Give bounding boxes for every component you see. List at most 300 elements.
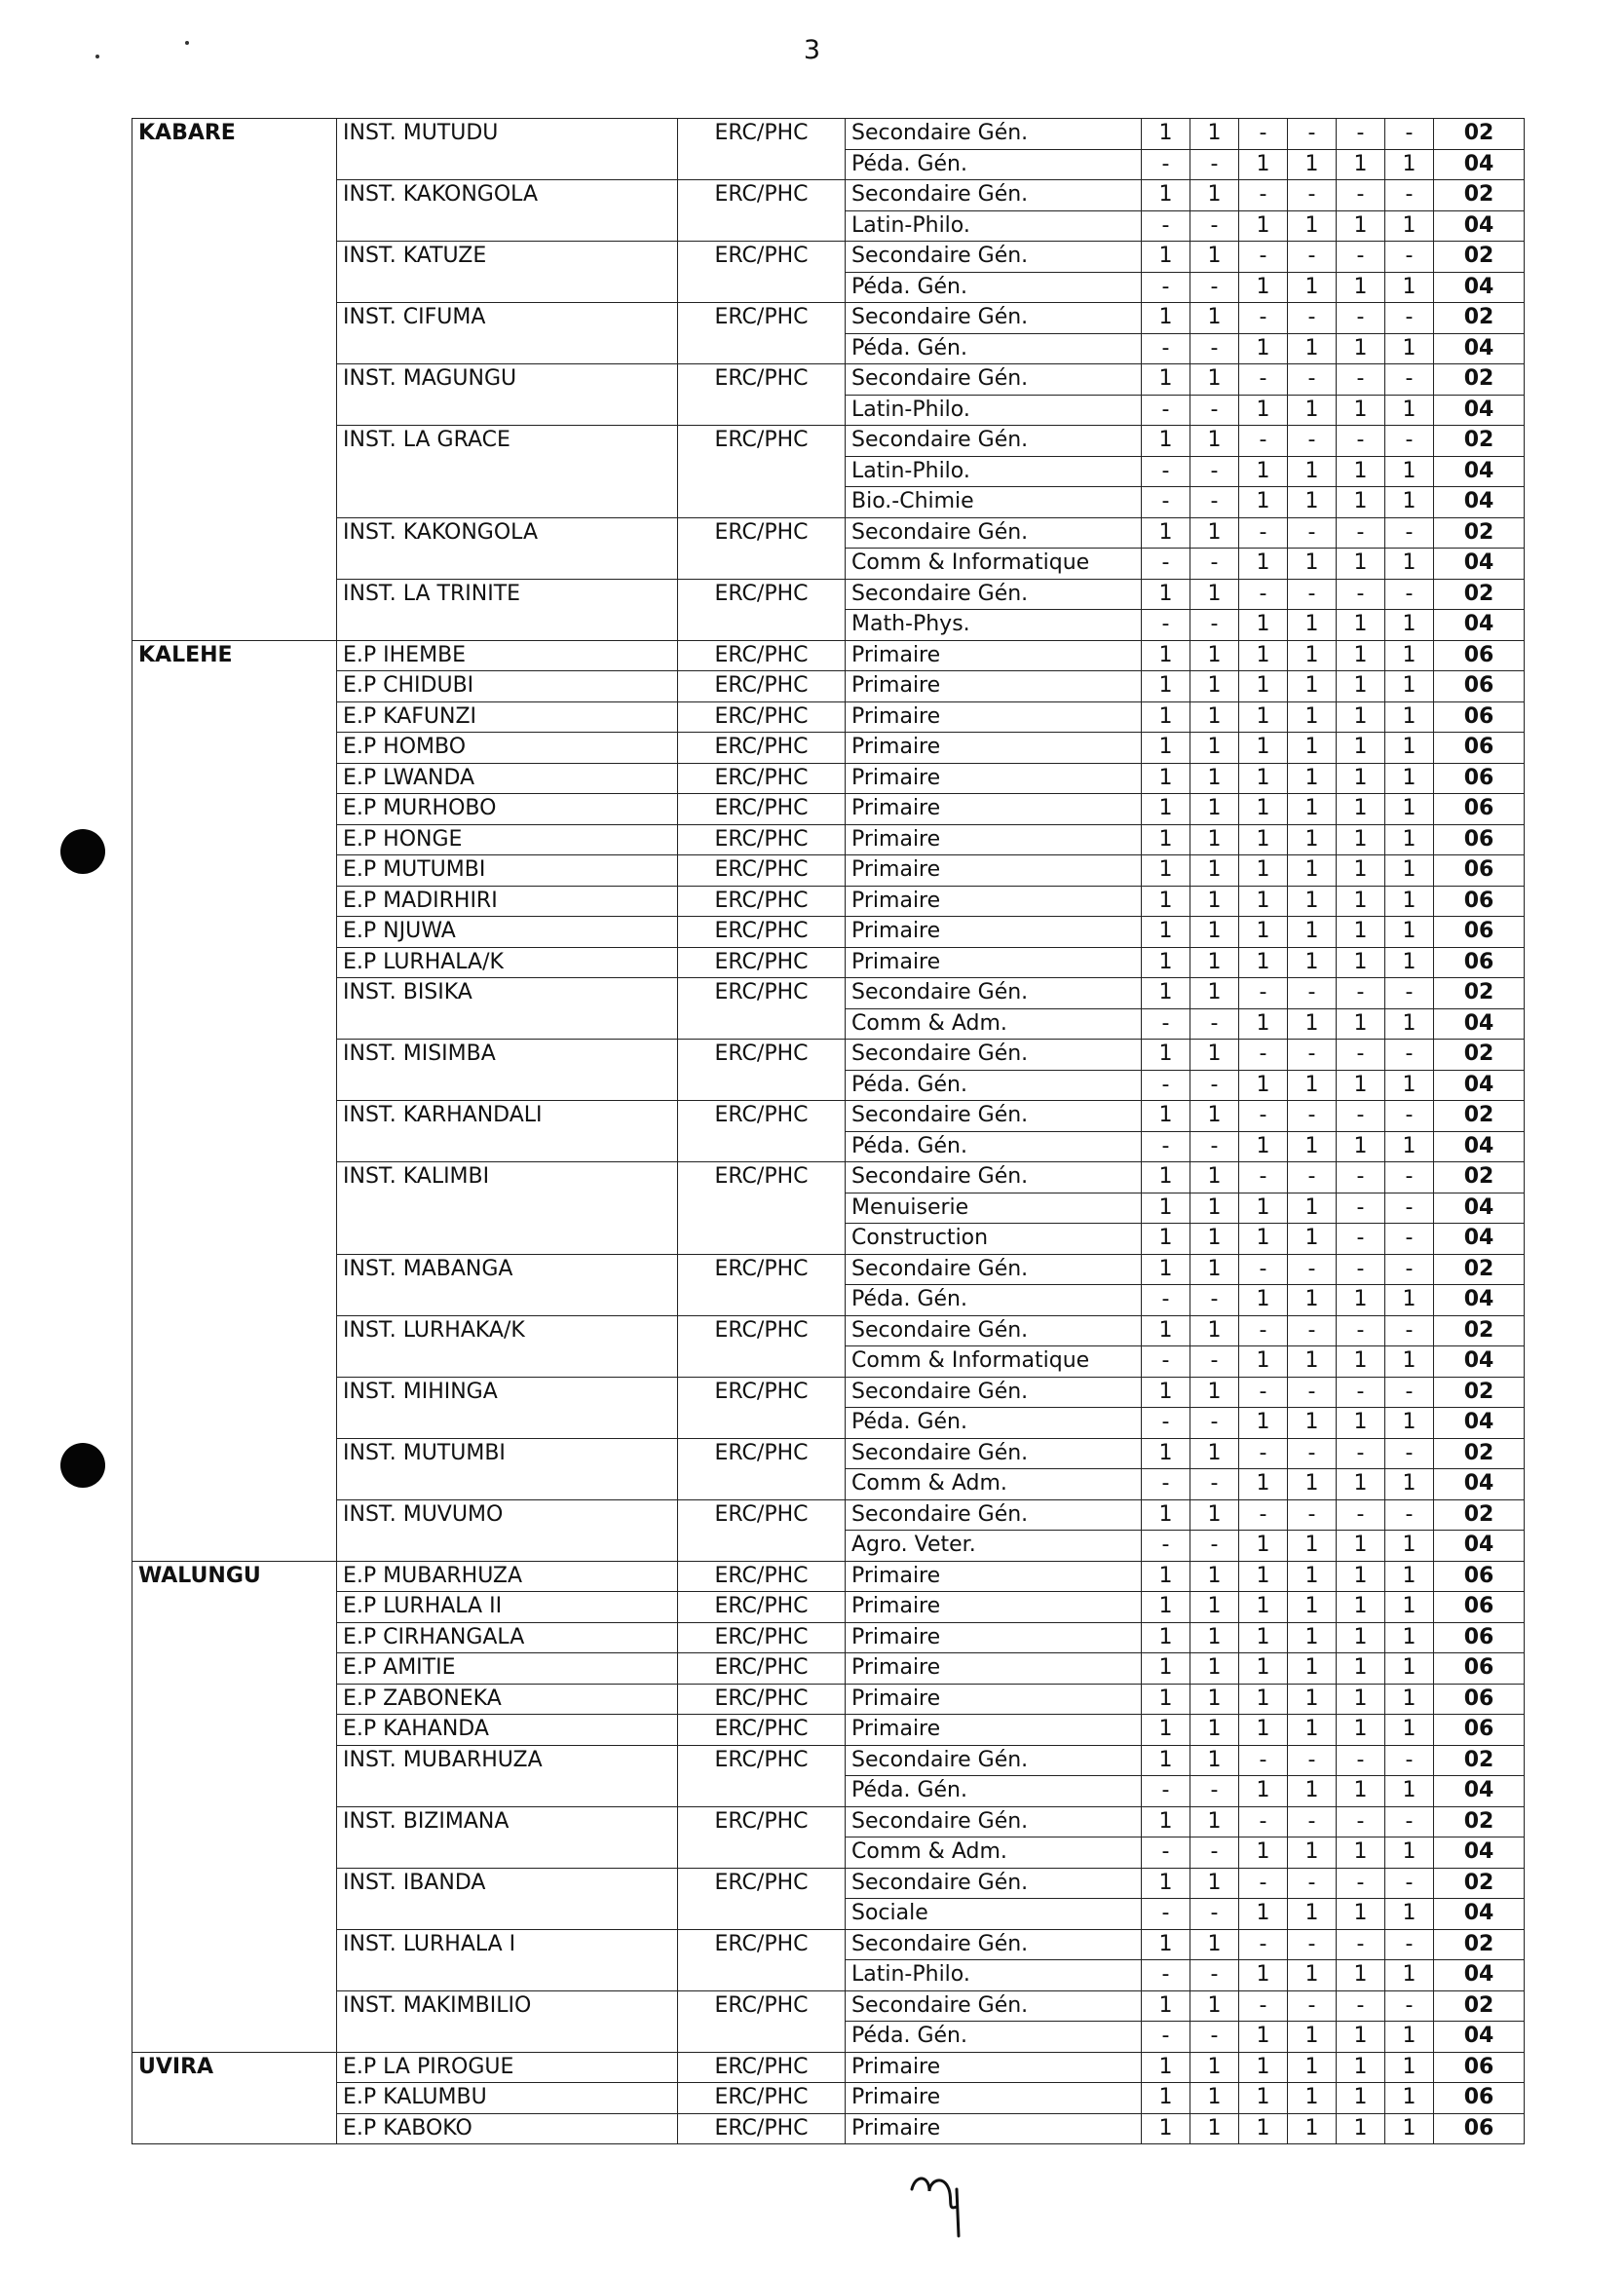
class-4-count: - bbox=[1288, 1040, 1337, 1071]
section-name: Primaire bbox=[846, 1592, 1142, 1623]
class-2-count: 1 bbox=[1190, 517, 1239, 549]
class-6-count: 1 bbox=[1385, 1622, 1434, 1653]
class-3-count: - bbox=[1239, 242, 1288, 273]
school-name: E.P MUTUMBI bbox=[337, 855, 678, 887]
class-4-count: 1 bbox=[1288, 855, 1337, 887]
section-total: 02 bbox=[1434, 1990, 1525, 2022]
class-2-count: 1 bbox=[1190, 733, 1239, 764]
class-1-count: 1 bbox=[1142, 1499, 1190, 1531]
school-name: E.P MUBARHUZA bbox=[337, 1561, 678, 1592]
class-6-count: 1 bbox=[1385, 210, 1434, 242]
class-5-count: - bbox=[1337, 1315, 1385, 1346]
class-5-count: - bbox=[1337, 1745, 1385, 1776]
table-row bbox=[132, 1806, 1525, 1837]
class-6-count: 1 bbox=[1385, 917, 1434, 948]
class-4-count: - bbox=[1288, 426, 1337, 457]
school-name: E.P IHEMBE bbox=[337, 640, 678, 671]
class-4-count: - bbox=[1288, 1929, 1337, 1960]
class-1-count: 1 bbox=[1142, 1193, 1190, 1224]
section-total: 06 bbox=[1434, 794, 1525, 825]
class-3-count: 1 bbox=[1239, 1469, 1288, 1500]
school-regime: ERC/PHC bbox=[678, 1315, 846, 1377]
section-total: 04 bbox=[1434, 1346, 1525, 1378]
school-regime: ERC/PHC bbox=[678, 426, 846, 518]
table-row bbox=[132, 1101, 1525, 1132]
school-regime: ERC/PHC bbox=[678, 886, 846, 917]
class-3-count: 1 bbox=[1239, 794, 1288, 825]
school-name: INST. BISIKA bbox=[337, 978, 678, 1040]
class-5-count: 1 bbox=[1337, 333, 1385, 364]
class-2-count: 1 bbox=[1190, 1592, 1239, 1623]
section-total: 02 bbox=[1434, 119, 1525, 150]
class-5-count: 1 bbox=[1337, 1131, 1385, 1162]
class-2-count: 1 bbox=[1190, 1929, 1239, 1960]
school-name: INST. MAGUNGU bbox=[337, 364, 678, 426]
class-3-count: - bbox=[1239, 426, 1288, 457]
class-2-count: - bbox=[1190, 1285, 1239, 1316]
section-total: 06 bbox=[1434, 1684, 1525, 1715]
class-4-count: 1 bbox=[1288, 456, 1337, 487]
section-name: Construction bbox=[846, 1224, 1142, 1255]
scan-speck bbox=[185, 41, 189, 45]
class-4-count: 1 bbox=[1288, 1224, 1337, 1255]
class-1-count: 1 bbox=[1142, 1715, 1190, 1746]
section-name: Primaire bbox=[846, 671, 1142, 702]
school-name: INST. KAKONGOLA bbox=[337, 180, 678, 242]
class-6-count: 1 bbox=[1385, 549, 1434, 580]
class-4-count: 1 bbox=[1288, 1837, 1337, 1869]
class-5-count: - bbox=[1337, 1990, 1385, 2022]
class-1-count: 1 bbox=[1142, 303, 1190, 334]
class-2-count: 1 bbox=[1190, 1622, 1239, 1653]
class-5-count: - bbox=[1337, 1224, 1385, 1255]
class-2-count: - bbox=[1190, 333, 1239, 364]
class-5-count: 1 bbox=[1337, 1070, 1385, 1101]
table-row bbox=[132, 1438, 1525, 1469]
table-row bbox=[132, 1745, 1525, 1776]
territory-name: KALEHE bbox=[132, 640, 337, 1561]
class-6-count: - bbox=[1385, 978, 1434, 1009]
class-5-count: 1 bbox=[1337, 671, 1385, 702]
class-5-count: 1 bbox=[1337, 947, 1385, 978]
section-name: Primaire bbox=[846, 855, 1142, 887]
class-1-count: 1 bbox=[1142, 119, 1190, 150]
class-2-count: - bbox=[1190, 487, 1239, 518]
class-5-count: 1 bbox=[1337, 395, 1385, 426]
class-5-count: 1 bbox=[1337, 886, 1385, 917]
school-name: INST. MUVUMO bbox=[337, 1499, 678, 1561]
class-1-count: 1 bbox=[1142, 1561, 1190, 1592]
class-1-count: - bbox=[1142, 1531, 1190, 1562]
section-name: Secondaire Gén. bbox=[846, 1868, 1142, 1899]
class-3-count: - bbox=[1239, 1377, 1288, 1408]
class-6-count: 1 bbox=[1385, 610, 1434, 641]
section-name: Péda. Gén. bbox=[846, 1131, 1142, 1162]
school-regime: ERC/PHC bbox=[678, 303, 846, 364]
section-total: 04 bbox=[1434, 210, 1525, 242]
section-total: 02 bbox=[1434, 1254, 1525, 1285]
class-5-count: - bbox=[1337, 517, 1385, 549]
class-5-count: 1 bbox=[1337, 2022, 1385, 2053]
class-2-count: - bbox=[1190, 149, 1239, 180]
school-name: E.P KAFUNZI bbox=[337, 701, 678, 733]
class-3-count: 1 bbox=[1239, 2083, 1288, 2114]
section-total: 02 bbox=[1434, 1377, 1525, 1408]
school-regime: ERC/PHC bbox=[678, 794, 846, 825]
school-name: INST. LA TRINITE bbox=[337, 579, 678, 640]
class-3-count: 1 bbox=[1239, 610, 1288, 641]
table-body bbox=[132, 119, 1525, 2144]
class-6-count: - bbox=[1385, 1224, 1434, 1255]
section-name: Primaire bbox=[846, 1653, 1142, 1685]
class-4-count: 1 bbox=[1288, 886, 1337, 917]
school-regime: ERC/PHC bbox=[678, 1040, 846, 1101]
section-name: Comm & Adm. bbox=[846, 1008, 1142, 1040]
table-row bbox=[132, 763, 1525, 794]
section-total: 06 bbox=[1434, 733, 1525, 764]
table-row bbox=[132, 886, 1525, 917]
school-name: E.P KAHANDA bbox=[337, 1715, 678, 1746]
class-3-count: - bbox=[1239, 180, 1288, 211]
section-name: Secondaire Gén. bbox=[846, 1101, 1142, 1132]
class-2-count: - bbox=[1190, 1131, 1239, 1162]
section-name: Math-Phys. bbox=[846, 610, 1142, 641]
school-name: E.P KALUMBU bbox=[337, 2083, 678, 2114]
school-name: E.P LWANDA bbox=[337, 763, 678, 794]
class-6-count: 1 bbox=[1385, 701, 1434, 733]
class-2-count: - bbox=[1190, 2022, 1239, 2053]
class-6-count: - bbox=[1385, 579, 1434, 610]
class-2-count: - bbox=[1190, 549, 1239, 580]
section-total: 02 bbox=[1434, 364, 1525, 396]
class-4-count: 1 bbox=[1288, 733, 1337, 764]
class-6-count: 1 bbox=[1385, 2083, 1434, 2114]
class-4-count: - bbox=[1288, 119, 1337, 150]
section-total: 02 bbox=[1434, 1101, 1525, 1132]
class-1-count: 1 bbox=[1142, 2052, 1190, 2083]
class-5-count: - bbox=[1337, 1193, 1385, 1224]
school-regime: ERC/PHC bbox=[678, 2052, 846, 2083]
class-5-count: 1 bbox=[1337, 855, 1385, 887]
class-5-count: - bbox=[1337, 1162, 1385, 1193]
class-5-count: 1 bbox=[1337, 487, 1385, 518]
section-total: 04 bbox=[1434, 1899, 1525, 1930]
section-total: 04 bbox=[1434, 1224, 1525, 1255]
class-1-count: - bbox=[1142, 333, 1190, 364]
section-name: Secondaire Gén. bbox=[846, 1745, 1142, 1776]
class-6-count: 1 bbox=[1385, 886, 1434, 917]
class-1-count: - bbox=[1142, 1899, 1190, 1930]
class-1-count: 1 bbox=[1142, 1622, 1190, 1653]
territory-name: UVIRA bbox=[132, 2052, 337, 2144]
table-row bbox=[132, 1315, 1525, 1346]
class-5-count: 1 bbox=[1337, 1008, 1385, 1040]
class-3-count: 1 bbox=[1239, 333, 1288, 364]
class-1-count: - bbox=[1142, 1285, 1190, 1316]
class-1-count: 1 bbox=[1142, 1929, 1190, 1960]
class-4-count: 1 bbox=[1288, 549, 1337, 580]
class-3-count: 1 bbox=[1239, 1285, 1288, 1316]
class-2-count: 1 bbox=[1190, 671, 1239, 702]
class-3-count: 1 bbox=[1239, 1653, 1288, 1685]
section-name: Primaire bbox=[846, 2083, 1142, 2114]
school-regime: ERC/PHC bbox=[678, 978, 846, 1040]
class-2-count: 1 bbox=[1190, 2113, 1239, 2144]
class-3-count: 1 bbox=[1239, 671, 1288, 702]
section-total: 06 bbox=[1434, 947, 1525, 978]
class-2-count: - bbox=[1190, 1899, 1239, 1930]
class-2-count: - bbox=[1190, 1346, 1239, 1378]
section-total: 06 bbox=[1434, 2052, 1525, 2083]
territory-name: WALUNGU bbox=[132, 1561, 337, 2052]
class-5-count: - bbox=[1337, 1806, 1385, 1837]
class-4-count: 1 bbox=[1288, 1008, 1337, 1040]
school-regime: ERC/PHC bbox=[678, 579, 846, 640]
class-6-count: - bbox=[1385, 119, 1434, 150]
class-6-count: 1 bbox=[1385, 2052, 1434, 2083]
class-4-count: - bbox=[1288, 1377, 1337, 1408]
handwritten-initial bbox=[904, 2168, 972, 2246]
class-4-count: - bbox=[1288, 1254, 1337, 1285]
class-1-count: 1 bbox=[1142, 1990, 1190, 2022]
class-3-count: - bbox=[1239, 1929, 1288, 1960]
class-5-count: - bbox=[1337, 426, 1385, 457]
class-6-count: 1 bbox=[1385, 1776, 1434, 1807]
table-row bbox=[132, 1622, 1525, 1653]
class-2-count: 1 bbox=[1190, 763, 1239, 794]
class-2-count: 1 bbox=[1190, 640, 1239, 671]
school-regime: ERC/PHC bbox=[678, 917, 846, 948]
school-name: INST. KALIMBI bbox=[337, 1162, 678, 1255]
class-3-count: 1 bbox=[1239, 2113, 1288, 2144]
section-name: Secondaire Gén. bbox=[846, 303, 1142, 334]
section-name: Latin-Philo. bbox=[846, 210, 1142, 242]
class-1-count: 1 bbox=[1142, 1315, 1190, 1346]
section-name: Comm & Adm. bbox=[846, 1837, 1142, 1869]
school-regime: ERC/PHC bbox=[678, 947, 846, 978]
class-6-count: - bbox=[1385, 1101, 1434, 1132]
class-3-count: 1 bbox=[1239, 917, 1288, 948]
class-1-count: - bbox=[1142, 1960, 1190, 1991]
section-total: 04 bbox=[1434, 456, 1525, 487]
class-5-count: - bbox=[1337, 1040, 1385, 1071]
class-4-count: 1 bbox=[1288, 1531, 1337, 1562]
class-2-count: 1 bbox=[1190, 303, 1239, 334]
class-4-count: 1 bbox=[1288, 149, 1337, 180]
class-1-count: 1 bbox=[1142, 1684, 1190, 1715]
class-1-count: - bbox=[1142, 149, 1190, 180]
scan-speck bbox=[95, 55, 99, 58]
class-2-count: - bbox=[1190, 1469, 1239, 1500]
class-3-count: 1 bbox=[1239, 763, 1288, 794]
school-regime: ERC/PHC bbox=[678, 640, 846, 671]
section-name: Secondaire Gén. bbox=[846, 1040, 1142, 1071]
school-name: E.P KABOKO bbox=[337, 2113, 678, 2144]
class-6-count: 1 bbox=[1385, 671, 1434, 702]
class-2-count: - bbox=[1190, 1070, 1239, 1101]
class-6-count: - bbox=[1385, 517, 1434, 549]
class-3-count: - bbox=[1239, 517, 1288, 549]
class-4-count: 1 bbox=[1288, 1193, 1337, 1224]
table-row bbox=[132, 1561, 1525, 1592]
section-name: Comm & Informatique bbox=[846, 1346, 1142, 1378]
section-total: 06 bbox=[1434, 2113, 1525, 2144]
section-name: Péda. Gén. bbox=[846, 149, 1142, 180]
class-1-count: 1 bbox=[1142, 579, 1190, 610]
class-2-count: 1 bbox=[1190, 1101, 1239, 1132]
class-4-count: 1 bbox=[1288, 1899, 1337, 1930]
class-3-count: 1 bbox=[1239, 549, 1288, 580]
class-3-count: - bbox=[1239, 303, 1288, 334]
school-name: E.P AMITIE bbox=[337, 1653, 678, 1685]
class-6-count: - bbox=[1385, 1377, 1434, 1408]
school-regime: ERC/PHC bbox=[678, 1990, 846, 2052]
class-6-count: 1 bbox=[1385, 1960, 1434, 1991]
class-6-count: 1 bbox=[1385, 395, 1434, 426]
class-2-count: 1 bbox=[1190, 364, 1239, 396]
school-name: E.P CHIDUBI bbox=[337, 671, 678, 702]
class-1-count: 1 bbox=[1142, 1377, 1190, 1408]
section-total: 02 bbox=[1434, 517, 1525, 549]
class-3-count: 1 bbox=[1239, 487, 1288, 518]
school-name: E.P LA PIROGUE bbox=[337, 2052, 678, 2083]
class-3-count: 1 bbox=[1239, 1622, 1288, 1653]
school-name: E.P ZABONEKA bbox=[337, 1684, 678, 1715]
class-2-count: 1 bbox=[1190, 1499, 1239, 1531]
section-total: 02 bbox=[1434, 303, 1525, 334]
class-1-count: 1 bbox=[1142, 1162, 1190, 1193]
section-name: Secondaire Gén. bbox=[846, 1929, 1142, 1960]
class-2-count: - bbox=[1190, 395, 1239, 426]
section-name: Latin-Philo. bbox=[846, 395, 1142, 426]
class-1-count: 1 bbox=[1142, 733, 1190, 764]
section-name: Primaire bbox=[846, 947, 1142, 978]
class-2-count: 1 bbox=[1190, 1715, 1239, 1746]
class-1-count: - bbox=[1142, 210, 1190, 242]
class-1-count: 1 bbox=[1142, 517, 1190, 549]
punch-hole-bottom bbox=[60, 1443, 105, 1488]
class-3-count: - bbox=[1239, 579, 1288, 610]
table-row bbox=[132, 2052, 1525, 2083]
class-2-count: 1 bbox=[1190, 947, 1239, 978]
school-regime: ERC/PHC bbox=[678, 180, 846, 242]
school-regime: ERC/PHC bbox=[678, 1868, 846, 1929]
class-5-count: 1 bbox=[1337, 1715, 1385, 1746]
section-name: Péda. Gén. bbox=[846, 1776, 1142, 1807]
school-regime: ERC/PHC bbox=[678, 1162, 846, 1255]
territory-name: KABARE bbox=[132, 119, 337, 641]
class-6-count: - bbox=[1385, 1040, 1434, 1071]
class-5-count: 1 bbox=[1337, 1776, 1385, 1807]
table-row bbox=[132, 1377, 1525, 1408]
class-1-count: 1 bbox=[1142, 180, 1190, 211]
class-3-count: 1 bbox=[1239, 1960, 1288, 1991]
class-5-count: 1 bbox=[1337, 1960, 1385, 1991]
school-regime: ERC/PHC bbox=[678, 671, 846, 702]
class-2-count: - bbox=[1190, 610, 1239, 641]
class-2-count: 1 bbox=[1190, 180, 1239, 211]
school-regime: ERC/PHC bbox=[678, 1377, 846, 1438]
class-4-count: 1 bbox=[1288, 610, 1337, 641]
class-1-count: - bbox=[1142, 395, 1190, 426]
section-total: 04 bbox=[1434, 333, 1525, 364]
school-regime: ERC/PHC bbox=[678, 1806, 846, 1868]
class-5-count: - bbox=[1337, 1868, 1385, 1899]
class-5-count: - bbox=[1337, 242, 1385, 273]
section-total: 02 bbox=[1434, 1806, 1525, 1837]
class-6-count: 1 bbox=[1385, 763, 1434, 794]
class-3-count: - bbox=[1239, 119, 1288, 150]
school-name: INST. BIZIMANA bbox=[337, 1806, 678, 1868]
class-6-count: 1 bbox=[1385, 1469, 1434, 1500]
section-name: Péda. Gén. bbox=[846, 2022, 1142, 2053]
class-4-count: 1 bbox=[1288, 2113, 1337, 2144]
section-name: Primaire bbox=[846, 2113, 1142, 2144]
table-row bbox=[132, 2083, 1525, 2114]
section-total: 06 bbox=[1434, 824, 1525, 855]
class-4-count: - bbox=[1288, 517, 1337, 549]
class-2-count: 1 bbox=[1190, 2083, 1239, 2114]
school-regime: ERC/PHC bbox=[678, 824, 846, 855]
school-name: INST. CIFUMA bbox=[337, 303, 678, 364]
section-name: Sociale bbox=[846, 1899, 1142, 1930]
class-6-count: 1 bbox=[1385, 2022, 1434, 2053]
school-name: INST. LURHALA I bbox=[337, 1929, 678, 1990]
class-5-count: 1 bbox=[1337, 2083, 1385, 2114]
school-name: INST. MISIMBA bbox=[337, 1040, 678, 1101]
section-total: 02 bbox=[1434, 1929, 1525, 1960]
class-3-count: - bbox=[1239, 1868, 1288, 1899]
class-1-count: 1 bbox=[1142, 364, 1190, 396]
class-4-count: - bbox=[1288, 364, 1337, 396]
section-name: Primaire bbox=[846, 1715, 1142, 1746]
section-name: Primaire bbox=[846, 794, 1142, 825]
section-total: 04 bbox=[1434, 2022, 1525, 2053]
section-name: Latin-Philo. bbox=[846, 456, 1142, 487]
class-4-count: 1 bbox=[1288, 333, 1337, 364]
class-3-count: - bbox=[1239, 1745, 1288, 1776]
school-regime: ERC/PHC bbox=[678, 1929, 846, 1990]
section-total: 04 bbox=[1434, 549, 1525, 580]
section-total: 02 bbox=[1434, 180, 1525, 211]
class-2-count: - bbox=[1190, 1531, 1239, 1562]
section-total: 02 bbox=[1434, 978, 1525, 1009]
class-3-count: 1 bbox=[1239, 947, 1288, 978]
section-name: Primaire bbox=[846, 640, 1142, 671]
class-4-count: - bbox=[1288, 1438, 1337, 1469]
class-2-count: 1 bbox=[1190, 1745, 1239, 1776]
class-2-count: 1 bbox=[1190, 426, 1239, 457]
class-2-count: 1 bbox=[1190, 1684, 1239, 1715]
school-name: E.P MURHOBO bbox=[337, 794, 678, 825]
class-1-count: 1 bbox=[1142, 671, 1190, 702]
school-regime: ERC/PHC bbox=[678, 119, 846, 180]
class-6-count: 1 bbox=[1385, 1653, 1434, 1685]
class-4-count: 1 bbox=[1288, 1592, 1337, 1623]
class-3-count: - bbox=[1239, 1315, 1288, 1346]
section-total: 02 bbox=[1434, 1745, 1525, 1776]
section-name: Péda. Gén. bbox=[846, 1285, 1142, 1316]
section-name: Primaire bbox=[846, 763, 1142, 794]
class-6-count: - bbox=[1385, 1193, 1434, 1224]
table-row bbox=[132, 1990, 1525, 2022]
class-1-count: - bbox=[1142, 2022, 1190, 2053]
class-4-count: 1 bbox=[1288, 671, 1337, 702]
class-4-count: - bbox=[1288, 1868, 1337, 1899]
class-1-count: - bbox=[1142, 549, 1190, 580]
class-1-count: 1 bbox=[1142, 794, 1190, 825]
table-row bbox=[132, 1868, 1525, 1899]
